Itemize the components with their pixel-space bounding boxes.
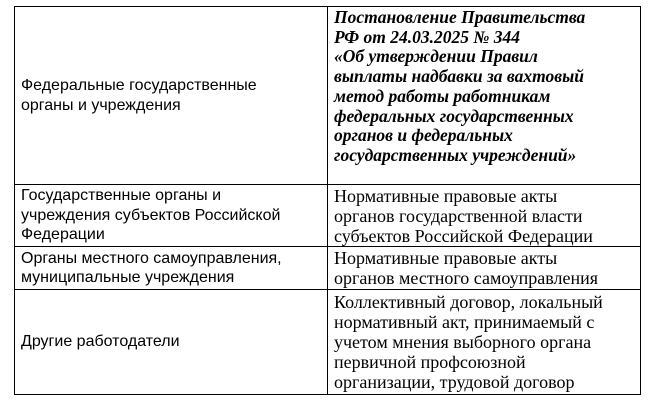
regulating-act-cell bbox=[328, 247, 641, 290]
cell-text-line: организации, трудовой договор bbox=[334, 372, 575, 392]
cell-text-line: первичной профсоюзной bbox=[334, 352, 526, 372]
cell-text-line: Федерации bbox=[21, 226, 105, 244]
cell-text-line: нормативный акт, принимаемый с bbox=[334, 312, 595, 332]
cell-text-line: муниципальные учреждения bbox=[21, 269, 235, 286]
cell-text-line: учреждения субъектов Российской bbox=[21, 206, 281, 224]
cell-text-line: «Об утверждении Правил bbox=[334, 46, 538, 67]
cell-text-line: Органы местного самоуправления, bbox=[21, 249, 282, 267]
cell-text-line: Нормативные правовые акты bbox=[334, 185, 558, 206]
employer-category-cell bbox=[15, 185, 328, 247]
cell-text-line: Федеральные государственные bbox=[21, 77, 257, 94]
cell-text-line: субъектов Российской Федерации bbox=[334, 225, 593, 246]
table-row bbox=[15, 247, 641, 290]
employer-category-cell bbox=[15, 290, 328, 395]
cell-text-line: Постановление Правительства bbox=[334, 7, 586, 27]
cell-text-line: органов местного самоуправления bbox=[334, 268, 599, 288]
employer-category-cell bbox=[15, 247, 328, 290]
cell-text-line: Нормативные правовые акты bbox=[334, 248, 558, 268]
table-row bbox=[15, 7, 641, 185]
cell-text-line: Коллективный договор, локальный bbox=[334, 292, 603, 312]
regulating-act-cell bbox=[328, 7, 641, 185]
employer-regulations-table bbox=[14, 6, 641, 395]
regulating-act-cell bbox=[328, 290, 641, 395]
cell-text-line: органов и федеральных bbox=[334, 125, 513, 146]
table-row bbox=[15, 185, 641, 247]
cell-text-line: выплаты надбавки за вахтовый bbox=[334, 66, 584, 87]
cell-text-line: органов государственной власти bbox=[334, 205, 583, 226]
cell-text-line: Другие работодатели bbox=[21, 333, 180, 351]
cell-text-line: РФ от 24.03.2025 № 344 bbox=[334, 26, 520, 47]
cell-text-line: Государственные органы и bbox=[21, 187, 222, 205]
cell-text-line: органы и учреждения bbox=[21, 96, 181, 114]
employer-category-cell bbox=[15, 7, 328, 185]
cell-text-line: государственных учреждений» bbox=[334, 144, 577, 165]
cell-text-line: учетом мнения выборного органа bbox=[334, 332, 592, 352]
regulating-act-cell bbox=[328, 185, 641, 247]
cell-text-line: метод работы работникам bbox=[334, 85, 551, 106]
table-row bbox=[15, 290, 641, 395]
cell-text-line: федеральных государственных bbox=[334, 105, 574, 126]
